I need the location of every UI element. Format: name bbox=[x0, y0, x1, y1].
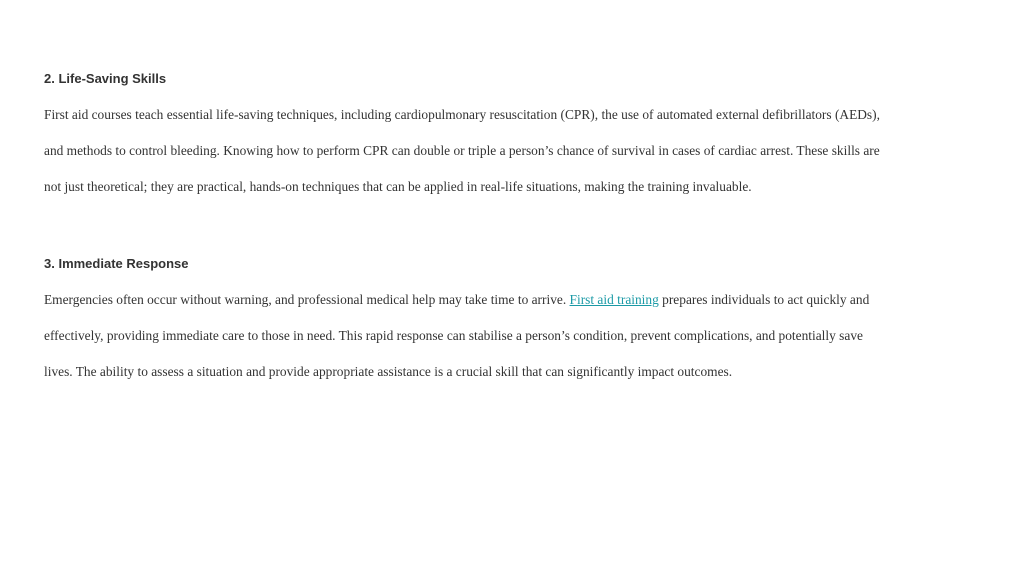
section-paragraph bbox=[44, 97, 984, 205]
paragraph-line: First aid courses teach essential life-saving techniques, including cardiopulmonary resuscitation (CPR), the use of automated external defibrillators (AEDs), bbox=[44, 107, 880, 122]
section-heading: 2. Life-Saving Skills bbox=[44, 71, 167, 86]
paragraph-line: effectively, providing immediate care to those in need. This rapid response can stabilise a person’s condition, prevent complications, and potentially save bbox=[44, 328, 863, 343]
paragraph-line bbox=[44, 282, 984, 318]
first-aid-training-link[interactable]: First aid training bbox=[569, 292, 659, 307]
paragraph-text: prepares individuals to act quickly and bbox=[658, 292, 870, 307]
paragraph-line: not just theoretical; they are practical, hands-on techniques that can be applied in real-life situations, making the training invaluable. bbox=[44, 179, 752, 194]
section-paragraph bbox=[44, 282, 984, 390]
paragraph-line: lives. The ability to assess a situation and provide appropriate assistance is a crucial skill that can significantly impact outcomes. bbox=[44, 364, 733, 379]
section-life-saving-skills bbox=[44, 71, 984, 205]
section-immediate-response bbox=[44, 256, 984, 390]
paragraph-text: Emergencies often occur without warning, and professional medical help may take time to arrive. bbox=[44, 292, 570, 307]
section-heading: 3. Immediate Response bbox=[44, 256, 189, 271]
paragraph-line: and methods to control bleeding. Knowing how to perform CPR can double or triple a person’s chance of survival in cases of cardiac arrest. These skills are bbox=[44, 143, 880, 158]
